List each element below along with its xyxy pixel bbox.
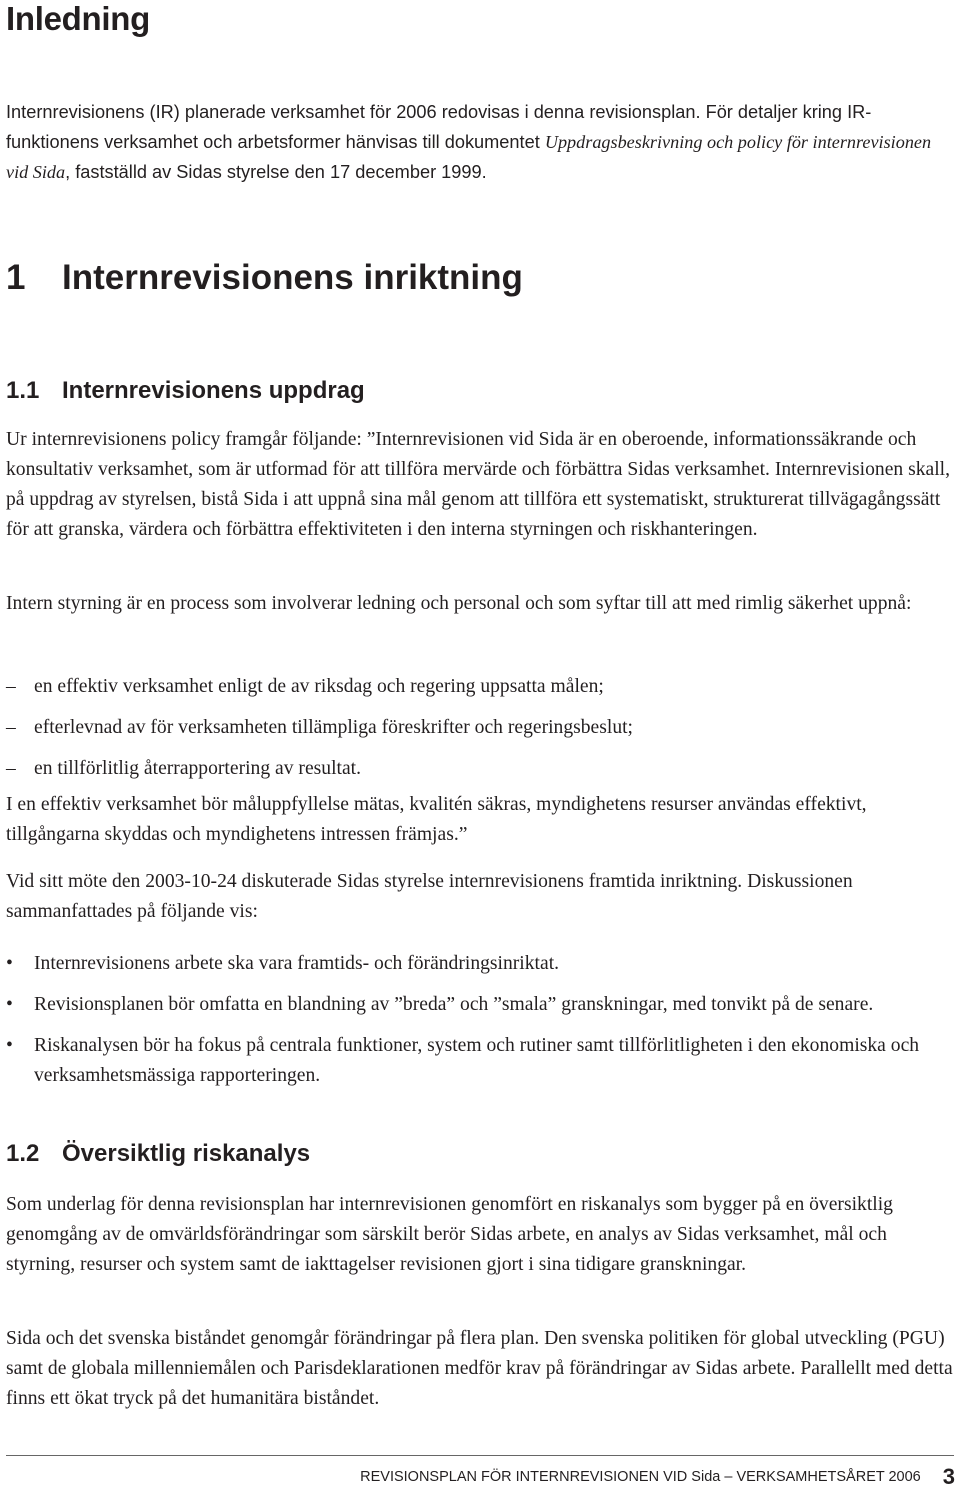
footer-dash: – [724, 1469, 733, 1485]
section-number: 1.2 [6, 1140, 40, 1167]
dash-list [6, 672, 956, 784]
section-title: Internrevisionens uppdrag [62, 377, 365, 404]
intro-paragraph [6, 97, 956, 187]
intro-text-b: , fastställd av Sidas styrelse den 17 december 1999. [65, 162, 487, 182]
list-item: – efterlevnad av för verksamheten tillämpliga föreskrifter och regeringsbeslut; [6, 713, 956, 743]
section-number: 1.1 [6, 377, 40, 404]
list-item: – en tillförlitlig återrapportering av resultat. [6, 754, 956, 784]
dash-marker: – [6, 717, 16, 738]
footer-title-left: REVISIONSPLAN FÖR INTERNREVISIONEN VID [360, 1469, 688, 1485]
intro-text-a: Internrevisionens (IR) planerade verksamhet för 2006 redovisas i denna revisionsplan. För detaljer kring IR-funktionens verksamhet och arbetsformer hänvisas till dokumentet [6, 102, 872, 152]
referenced-document-title: Uppdragsbeskrivning och policy för internrevisionen vid Sida [6, 132, 932, 182]
policy-quote-paragraph: Ur internrevisionens policy framgår följande: ”Internrevisionen vid Sida är en oberoende, informationssäkrande och konsultativ verksamhet, som är utformad för att tillföra mervärde och förbättra Sidas verksamhet. Internrevisionen skall, på uppdrag av styrelsen, bistå Sida i att uppnå sina mål genom att tillföra ett systematiskt, strukturerat tillvägagångssätt för att granska, värdera och förbättra effektiviteten i den interna styrningen och riskhanteringen. [6, 429, 951, 540]
footer-sida: Sida [691, 1469, 721, 1485]
bullet-marker: • [6, 953, 13, 974]
list-item: • Revisionsplanen bör omfatta en blandning av ”breda” och ”smala” granskningar, med tonvikt på de senare. [6, 990, 956, 1020]
intro-heading: Inledning [6, 0, 150, 37]
list-item: • Riskanalysen bör ha fokus på centrala funktioner, system och rutiner samt tillförlitligheten i den ekonomiska och verksamhetsmässiga rapporteringen. [6, 1031, 956, 1091]
page-number: 3 [942, 1464, 955, 1489]
chapter-number: 1 [6, 258, 26, 297]
bullet-marker: • [6, 994, 13, 1015]
list-item: • Internrevisionens arbete ska vara framtids- och förändringsinriktat. [6, 949, 956, 979]
footer-title-right: VERKSAMHETSÅRET 2006 [736, 1469, 921, 1485]
section-heading-1-2 [6, 1140, 310, 1168]
dash-marker: – [6, 676, 16, 697]
footer-divider [6, 1455, 954, 1456]
section-heading-1-1 [6, 377, 365, 405]
dash-marker: – [6, 758, 16, 779]
changes-paragraph: Sida och det svenska biståndet genomgår förändringar på flera plan. Den svenska politiken för global utveckling (PGU) samt de globala millenniemålen och Parisdeklarationen medför krav på förändringar av Sidas arbete. Parallellt med detta finns ett ökat tryck på det humanitära biståndet. [6, 1328, 953, 1409]
risk-analysis-paragraph: Som underlag för denna revisionsplan har internrevisionen genomfört en riskanalys som bygger på en översiktlig genomgång av de omvärldsförändringar som särskilt berör Sidas arbete, en analys av Sidas verksamhet, mål och styrning, resurser och system samt de iakttagelser revisionen gjort i sina tidigare granskningar. [6, 1194, 893, 1275]
page-footer [360, 1464, 955, 1490]
list-item: – en effektiv verksamhet enligt de av riksdag och regering uppsatta målen; [6, 672, 956, 702]
chapter-title: Internrevisionens inriktning [62, 258, 523, 297]
section-title: Översiktlig riskanalys [62, 1140, 311, 1167]
bullet-list [6, 949, 956, 1091]
effective-operations-paragraph: I en effektiv verksamhet bör måluppfyllelse mätas, kvalitén säkras, myndighetens resurser användas effektivt, tillgångarna skyddas och myndighetens intressen främjas.” [6, 794, 867, 845]
internal-control-paragraph: Intern styrning är en process som involverar ledning och personal och som syftar till att med rimlig säkerhet uppnå: [6, 593, 912, 614]
bullet-marker: • [6, 1035, 13, 1056]
board-meeting-paragraph: Vid sitt möte den 2003-10-24 diskuterade Sidas styrelse internrevisionens framtida inriktning. Diskussionen sammanfattades på följande vis: [6, 871, 853, 922]
chapter-heading [6, 258, 523, 298]
